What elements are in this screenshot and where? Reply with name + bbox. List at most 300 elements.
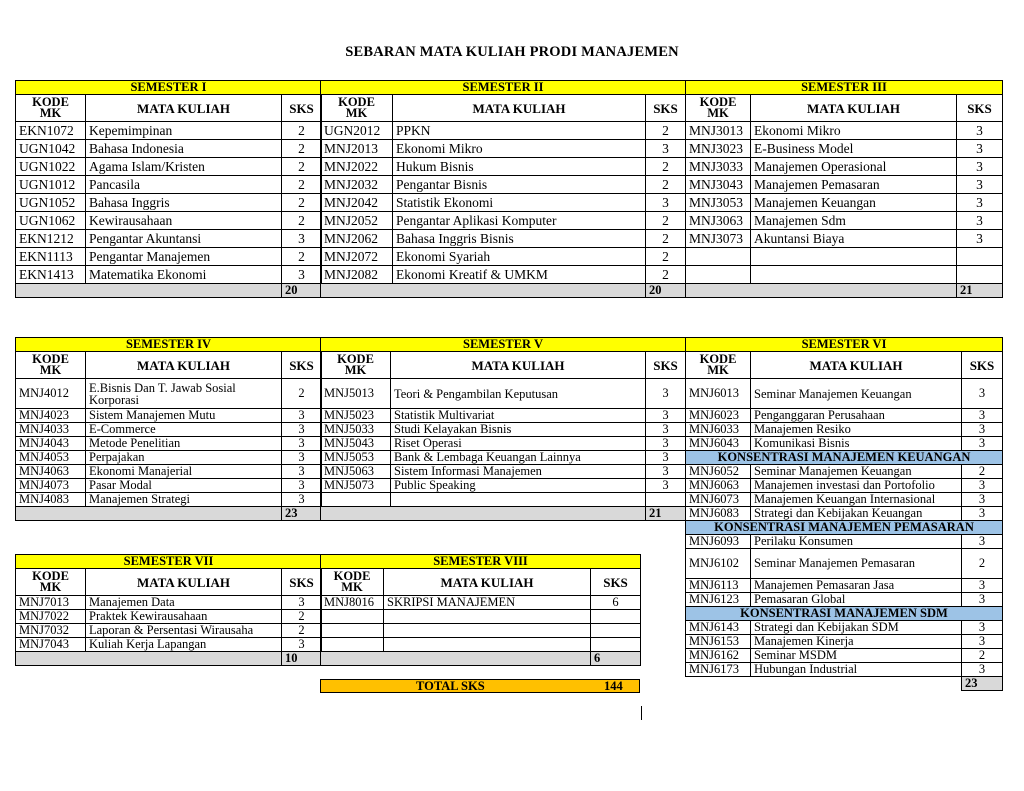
course-name: Laporan & Persentasi Wirausaha	[86, 624, 282, 638]
course-sks: 3	[962, 479, 1003, 493]
semester-total: 23	[282, 507, 322, 521]
course-code: UGN1052	[16, 194, 86, 212]
course-code: MNJ6013	[686, 379, 751, 409]
mata-kuliah-header: MATA KULIAH	[384, 569, 591, 596]
course-sks: 3	[957, 212, 1003, 230]
course-sks: 3	[957, 158, 1003, 176]
course-row	[16, 122, 322, 140]
course-row	[16, 158, 322, 176]
course-code: MNJ8016	[321, 596, 384, 610]
course-row	[16, 194, 322, 212]
text-cursor	[641, 706, 642, 720]
course-row	[686, 493, 1003, 507]
course-sks: 3	[646, 479, 686, 493]
course-row	[16, 176, 322, 194]
course-code: MNJ6063	[686, 479, 751, 493]
course-code: MNJ3023	[686, 140, 751, 158]
course-code: MNJ6023	[686, 409, 751, 423]
semester-total: 10	[282, 652, 322, 666]
course-sks: 2	[962, 649, 1003, 663]
course-sks: 3	[962, 379, 1003, 409]
course-name: Pasar Modal	[86, 479, 282, 493]
course-code: MNJ6123	[686, 593, 751, 607]
course-code: MNJ4063	[16, 465, 86, 479]
course-code: MNJ2072	[321, 248, 393, 266]
course-sks: 3	[646, 194, 686, 212]
course-code: MNJ4073	[16, 479, 86, 493]
course-name: Akuntansi Biaya	[751, 230, 957, 248]
konsentrasi-keuangan-header: KONSENTRASI MANAJEMEN KEUANGAN	[686, 451, 1003, 465]
course-code: MNJ3073	[686, 230, 751, 248]
course-code: MNJ7022	[16, 610, 86, 624]
course-row	[16, 266, 322, 284]
course-row	[16, 465, 322, 479]
mata-kuliah-header: MATA KULIAH	[751, 95, 957, 122]
course-name: Manajemen Sdm	[751, 212, 957, 230]
course-row	[686, 635, 1003, 649]
course-code: EKN1072	[16, 122, 86, 140]
course-code: MNJ5053	[321, 451, 391, 465]
course-name: Manajemen Data	[86, 596, 282, 610]
course-row	[16, 624, 322, 638]
course-row	[16, 409, 322, 423]
course-code: EKN1212	[16, 230, 86, 248]
semester-6-table	[685, 337, 1003, 691]
course-code: MNJ6162	[686, 649, 751, 663]
course-row	[321, 158, 686, 176]
course-row	[16, 379, 322, 409]
course-row	[321, 465, 686, 479]
course-code: MNJ6102	[686, 549, 751, 579]
course-code: MNJ5013	[321, 379, 391, 409]
course-name: Kuliah Kerja Lapangan	[86, 638, 282, 652]
course-name: Bahasa Inggris	[86, 194, 282, 212]
course-row	[16, 423, 322, 437]
course-code: MNJ6033	[686, 423, 751, 437]
empty-row	[321, 638, 641, 652]
semester-label: SEMESTER V	[321, 338, 686, 352]
semester-label: SEMESTER VII	[16, 555, 322, 569]
course-sks: 3	[962, 635, 1003, 649]
course-sks: 3	[962, 423, 1003, 437]
course-row	[16, 638, 322, 652]
course-row	[321, 212, 686, 230]
course-sks: 3	[646, 465, 686, 479]
course-name: Strategi dan Kebijakan SDM	[751, 621, 962, 635]
course-name: Ekonomi Syariah	[393, 248, 646, 266]
course-row	[686, 212, 1003, 230]
course-name: Praktek Kewirausahaan	[86, 610, 282, 624]
course-code: EKN1113	[16, 248, 86, 266]
course-code: MNJ5023	[321, 409, 391, 423]
course-code: MNJ2082	[321, 266, 393, 284]
course-code: UGN2012	[321, 122, 393, 140]
total-sks-label: TOTAL SKS	[416, 679, 485, 693]
course-name: Statistik Ekonomi	[393, 194, 646, 212]
course-row	[321, 451, 686, 465]
course-code: MNJ6052	[686, 465, 751, 479]
course-sks: 3	[282, 409, 322, 423]
course-row	[321, 437, 686, 451]
course-row	[321, 423, 686, 437]
page-title: SEBARAN MATA KULIAH PRODI MANAJEMEN	[345, 44, 679, 60]
mata-kuliah-header: MATA KULIAH	[751, 352, 962, 379]
course-name: Pengantar Aplikasi Komputer	[393, 212, 646, 230]
course-sks: 2	[646, 230, 686, 248]
course-code: MNJ2013	[321, 140, 393, 158]
course-row	[16, 610, 322, 624]
course-sks: 2	[962, 549, 1003, 579]
course-row	[321, 248, 686, 266]
course-sks: 2	[282, 194, 322, 212]
course-name: Manajemen Keuangan	[751, 194, 957, 212]
course-row	[686, 379, 1003, 409]
course-row	[321, 122, 686, 140]
course-sks: 3	[957, 176, 1003, 194]
kode-mk-header: KODE MK	[321, 352, 391, 379]
course-sks: 2	[282, 140, 322, 158]
course-code: MNJ3043	[686, 176, 751, 194]
mata-kuliah-header: MATA KULIAH	[393, 95, 646, 122]
course-code: MNJ6043	[686, 437, 751, 451]
course-code: MNJ7032	[16, 624, 86, 638]
course-name: Agama Islam/Kristen	[86, 158, 282, 176]
course-row	[321, 176, 686, 194]
course-code: MNJ6173	[686, 663, 751, 677]
course-code: MNJ5073	[321, 479, 391, 493]
course-row	[686, 663, 1003, 677]
course-name: Sistem Manajemen Mutu	[86, 409, 282, 423]
course-code: MNJ5063	[321, 465, 391, 479]
course-name: Ekonomi Mikro	[751, 122, 957, 140]
course-sks: 2	[282, 248, 322, 266]
kode-mk-header: KODE MK	[16, 352, 86, 379]
course-name: Ekonomi Manajerial	[86, 465, 282, 479]
course-sks: 3	[962, 437, 1003, 451]
course-code: MNJ6073	[686, 493, 751, 507]
course-name: Manajemen Pemasaran Jasa	[751, 579, 962, 593]
course-row	[16, 596, 322, 610]
course-code: MNJ7013	[16, 596, 86, 610]
course-sks: 3	[646, 379, 686, 409]
course-row	[686, 176, 1003, 194]
course-name: Metode Penelitian	[86, 437, 282, 451]
course-name: Seminar Manajemen Keuangan	[751, 379, 962, 409]
course-code: MNJ2052	[321, 212, 393, 230]
kode-mk-header: KODE MK	[686, 352, 751, 379]
course-name: Manajemen Resiko	[751, 423, 962, 437]
sks-header: SKS	[282, 95, 322, 122]
course-row	[321, 266, 686, 284]
course-sks: 3	[962, 593, 1003, 607]
course-sks: 3	[282, 266, 322, 284]
mata-kuliah-header: MATA KULIAH	[391, 352, 646, 379]
course-row	[16, 437, 322, 451]
konsentrasi-sdm-header: KONSENTRASI MANAJEMEN SDM	[686, 607, 1003, 621]
course-sks: 2	[282, 379, 322, 409]
semester-2-table	[320, 80, 686, 298]
course-code: MNJ6113	[686, 579, 751, 593]
course-name: Manajemen Keuangan Internasional	[751, 493, 962, 507]
course-name: Perilaku Konsumen	[751, 535, 962, 549]
kode-mk-header: KODE MK	[321, 95, 393, 122]
course-sks: 2	[282, 122, 322, 140]
course-code: UGN1022	[16, 158, 86, 176]
sks-header: SKS	[646, 95, 686, 122]
course-sks: 3	[282, 451, 322, 465]
course-sks: 3	[646, 437, 686, 451]
course-name: E-Business Model	[751, 140, 957, 158]
course-code: MNJ3053	[686, 194, 751, 212]
course-name: Kepemimpinan	[86, 122, 282, 140]
kode-mk-header: KODE MK	[686, 95, 751, 122]
course-name: Bahasa Indonesia	[86, 140, 282, 158]
course-row	[686, 593, 1003, 607]
course-name: Kewirausahaan	[86, 212, 282, 230]
mata-kuliah-header: MATA KULIAH	[86, 569, 282, 596]
course-name: Manajemen Pemasaran	[751, 176, 957, 194]
course-row	[686, 423, 1003, 437]
course-name: Penganggaran Perusahaan	[751, 409, 962, 423]
semester-label: SEMESTER VI	[686, 338, 1003, 352]
semester-total: 21	[646, 507, 686, 521]
semester-label: SEMESTER VIII	[321, 555, 641, 569]
course-sks: 3	[962, 493, 1003, 507]
course-sks: 2	[646, 158, 686, 176]
course-code: MNJ6083	[686, 507, 751, 521]
kode-mk-header: KODE MK	[16, 569, 86, 596]
course-row	[321, 479, 686, 493]
course-code: MNJ4012	[16, 379, 86, 409]
course-row	[686, 465, 1003, 479]
course-sks: 3	[957, 230, 1003, 248]
course-code: MNJ7043	[16, 638, 86, 652]
course-name: Riset Operasi	[391, 437, 646, 451]
sks-header: SKS	[282, 352, 322, 379]
course-row	[16, 212, 322, 230]
course-name: Sistem Informasi Manajemen	[391, 465, 646, 479]
course-name: Ekonomi Mikro	[393, 140, 646, 158]
course-row	[321, 230, 686, 248]
semester-total: 6	[591, 652, 641, 666]
course-row	[686, 437, 1003, 451]
empty-row	[686, 266, 1003, 284]
sks-header: SKS	[962, 352, 1003, 379]
course-sks: 3	[957, 122, 1003, 140]
course-name: Pemasaran Global	[751, 593, 962, 607]
semester-3-table	[685, 80, 1003, 298]
course-sks: 2	[646, 266, 686, 284]
course-name: Strategi dan Kebijakan Keuangan	[751, 507, 962, 521]
course-name: Pengantar Manajemen	[86, 248, 282, 266]
course-name: Hubungan Industrial	[751, 663, 962, 677]
course-row	[686, 140, 1003, 158]
course-sks: 3	[282, 465, 322, 479]
course-code: MNJ4043	[16, 437, 86, 451]
course-sks: 3	[282, 596, 322, 610]
course-name: E-Commerce	[86, 423, 282, 437]
course-name: SKRIPSI MANAJEMEN	[384, 596, 591, 610]
empty-row	[686, 248, 1003, 266]
course-row	[16, 140, 322, 158]
course-sks: 3	[957, 140, 1003, 158]
course-code: MNJ4053	[16, 451, 86, 465]
course-name: Teori & Pengambilan Keputusan	[391, 379, 646, 409]
mata-kuliah-header: MATA KULIAH	[86, 352, 282, 379]
course-name: Public Speaking	[391, 479, 646, 493]
course-name: Studi Kelayakan Bisnis	[391, 423, 646, 437]
course-sks: 6	[591, 596, 641, 610]
course-row	[16, 479, 322, 493]
course-code: MNJ6153	[686, 635, 751, 649]
course-row	[686, 549, 1003, 579]
semester-total: 20	[282, 284, 322, 298]
sks-header: SKS	[282, 569, 322, 596]
course-code: MNJ2062	[321, 230, 393, 248]
course-code: UGN1012	[16, 176, 86, 194]
course-sks: 3	[282, 493, 322, 507]
course-sks: 3	[962, 535, 1003, 549]
course-row	[16, 248, 322, 266]
course-name: PPKN	[393, 122, 646, 140]
course-name: Manajemen investasi dan Portofolio	[751, 479, 962, 493]
semester-total: 20	[646, 284, 686, 298]
mata-kuliah-header: MATA KULIAH	[86, 95, 282, 122]
course-name: Hukum Bisnis	[393, 158, 646, 176]
course-code: MNJ4083	[16, 493, 86, 507]
course-code: UGN1042	[16, 140, 86, 158]
course-row	[321, 379, 686, 409]
course-name: Pengantar Akuntansi	[86, 230, 282, 248]
course-name: Bank & Lembaga Keuangan Lainnya	[391, 451, 646, 465]
course-row	[686, 649, 1003, 663]
course-row	[686, 479, 1003, 493]
course-name: Seminar MSDM	[751, 649, 962, 663]
course-row	[686, 535, 1003, 549]
course-name: Manajemen Kinerja	[751, 635, 962, 649]
course-name: Matematika Ekonomi	[86, 266, 282, 284]
course-row	[686, 621, 1003, 635]
course-sks: 3	[282, 437, 322, 451]
course-name: Seminar Manajemen Keuangan	[751, 465, 962, 479]
course-sks: 3	[962, 621, 1003, 635]
course-row	[686, 230, 1003, 248]
course-sks: 3	[962, 507, 1003, 521]
course-code: MNJ4023	[16, 409, 86, 423]
course-row	[686, 409, 1003, 423]
course-sks: 2	[646, 176, 686, 194]
course-row	[686, 194, 1003, 212]
konsentrasi-pemasaran-header: KONSENTRASI MANAJEMEN PEMASARAN	[686, 521, 1003, 535]
semester-4-table	[15, 337, 322, 521]
course-row	[686, 122, 1003, 140]
course-code: MNJ4033	[16, 423, 86, 437]
course-sks: 3	[646, 451, 686, 465]
sks-header: SKS	[957, 95, 1003, 122]
semester-7-table	[15, 554, 322, 666]
course-name: Pancasila	[86, 176, 282, 194]
course-row	[321, 194, 686, 212]
course-sks: 2	[282, 212, 322, 230]
course-sks: 3	[646, 423, 686, 437]
semester-label: SEMESTER IV	[16, 338, 322, 352]
course-sks: 3	[282, 479, 322, 493]
semester-5-table	[320, 337, 686, 521]
sks-header: SKS	[646, 352, 686, 379]
course-code: MNJ3063	[686, 212, 751, 230]
course-sks: 3	[962, 663, 1003, 677]
course-row	[686, 507, 1003, 521]
course-sks: 2	[646, 122, 686, 140]
course-row	[16, 493, 322, 507]
course-code: EKN1413	[16, 266, 86, 284]
empty-row	[321, 610, 641, 624]
course-name: Bahasa Inggris Bisnis	[393, 230, 646, 248]
course-row	[321, 596, 641, 610]
empty-row	[321, 493, 686, 507]
semester-label: SEMESTER II	[321, 81, 686, 95]
course-code: MNJ2032	[321, 176, 393, 194]
course-name: E.Bisnis Dan T. Jawab Sosial Korporasi	[86, 379, 282, 409]
course-sks: 2	[282, 610, 322, 624]
course-sks: 2	[282, 624, 322, 638]
course-sks: 2	[646, 212, 686, 230]
sks-header: SKS	[591, 569, 641, 596]
course-code: MNJ5043	[321, 437, 391, 451]
course-row	[16, 451, 322, 465]
course-sks: 3	[282, 638, 322, 652]
course-code: MNJ6093	[686, 535, 751, 549]
course-row	[321, 409, 686, 423]
course-sks: 3	[646, 140, 686, 158]
course-code: MNJ3033	[686, 158, 751, 176]
course-sks: 2	[962, 465, 1003, 479]
course-row	[686, 158, 1003, 176]
course-code: MNJ2022	[321, 158, 393, 176]
course-sks: 3	[962, 409, 1003, 423]
course-name: Perpajakan	[86, 451, 282, 465]
course-sks: 2	[282, 158, 322, 176]
semester-8-table	[320, 554, 641, 666]
course-code: MNJ2042	[321, 194, 393, 212]
semester-1-table	[15, 80, 322, 298]
course-code: MNJ6143	[686, 621, 751, 635]
semester-label: SEMESTER I	[16, 81, 322, 95]
course-sks: 3	[962, 579, 1003, 593]
empty-row	[321, 624, 641, 638]
course-name: Manajemen Operasional	[751, 158, 957, 176]
course-name: Ekonomi Kreatif & UMKM	[393, 266, 646, 284]
course-sks: 2	[646, 248, 686, 266]
kode-mk-header: KODE MK	[16, 95, 86, 122]
course-name: Manajemen Strategi	[86, 493, 282, 507]
semester-total: 23	[962, 677, 1003, 691]
semester-total: 21	[957, 284, 1003, 298]
course-name: Komunikasi Bisnis	[751, 437, 962, 451]
semester-label: SEMESTER III	[686, 81, 1003, 95]
course-code: MNJ5033	[321, 423, 391, 437]
total-sks-bar	[320, 679, 640, 693]
course-code: MNJ3013	[686, 122, 751, 140]
total-sks-value: 144	[604, 679, 623, 693]
course-name: Statistik Multivariat	[391, 409, 646, 423]
course-sks: 3	[646, 409, 686, 423]
course-row	[321, 140, 686, 158]
course-name: Pengantar Bisnis	[393, 176, 646, 194]
course-code: UGN1062	[16, 212, 86, 230]
course-row	[16, 230, 322, 248]
course-sks: 3	[282, 230, 322, 248]
